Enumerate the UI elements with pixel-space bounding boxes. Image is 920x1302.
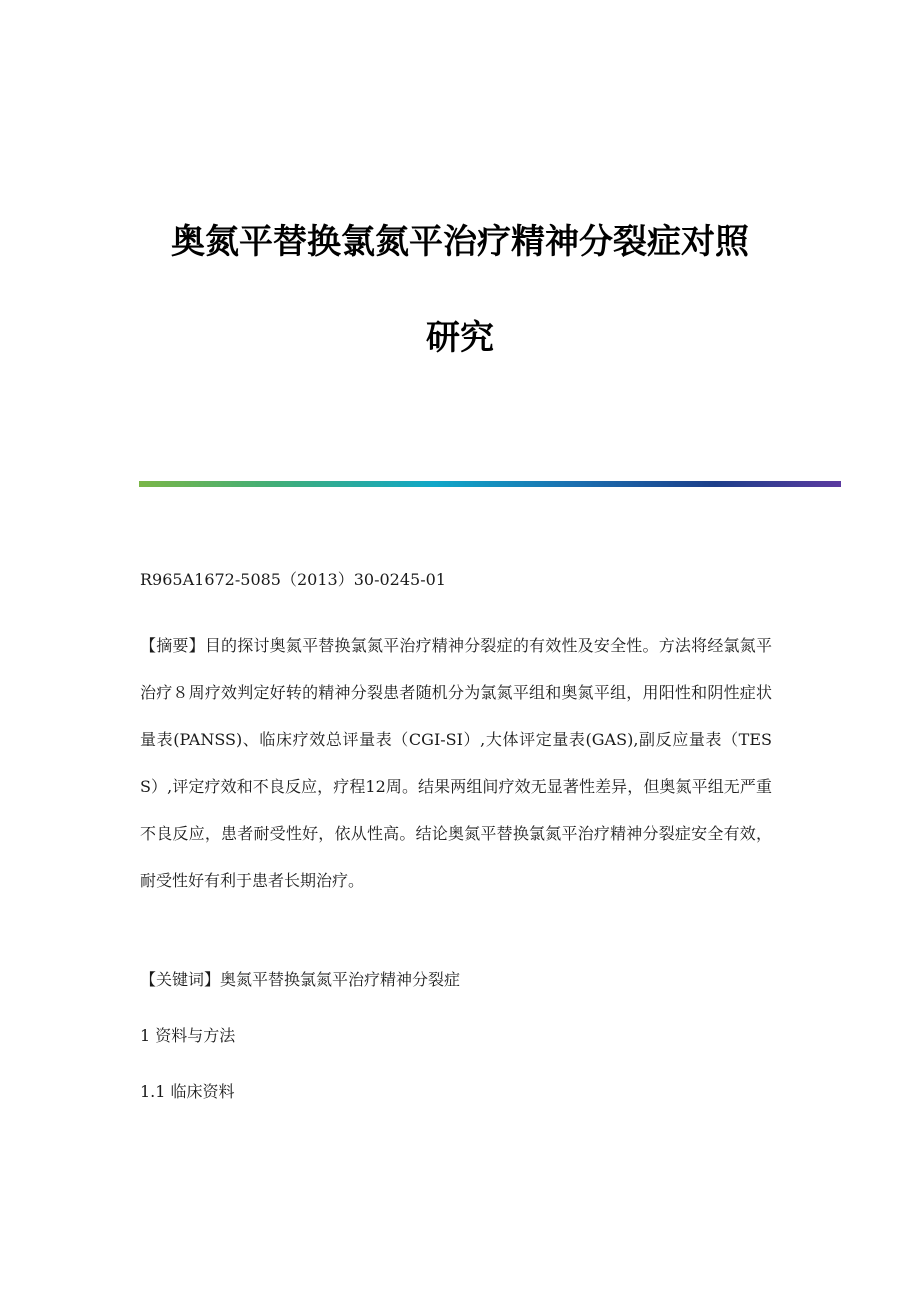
abstract-label: 【摘要】 <box>140 636 205 655</box>
section-heading-1-1: 1.1 临床资料 <box>140 1082 235 1101</box>
page-title-line-2: 研究 <box>426 318 494 358</box>
abstract-text: 目的探讨奥氮平替换氯氮平治疗精神分裂症的有效性及安全性。方法将经氯氮平治疗８周疗效判定好转的精神分裂患者随机分为氯氮平组和奥氮平组，用阳性和阴性症状量表(PANSS)、临床疗效总评量表（CGI-SI）,大体评定量表(GAS),副反应量表（TESS）,评定疗效和不良反应，疗程12周。结果两组间疗效无显著性差异，但奥氮平组无严重不良反应，患者耐受性好，依从性高。结论奥氮平替换氯氮平治疗精神分裂症安全有效，耐受性好有利于患者长期治疗。 <box>140 636 772 890</box>
section-heading-1: 1 资料与方法 <box>140 1026 236 1045</box>
page-title-line-1: 奥氮平替换氯氮平治疗精神分裂症对照 <box>171 222 749 262</box>
document-code: R965A1672-5085（2013）30-0245-01 <box>140 570 446 589</box>
keywords-paragraph <box>140 968 772 992</box>
abstract-paragraph <box>140 622 772 904</box>
keywords-label: 【关键词】 <box>140 970 221 989</box>
keywords-text: 奥氮平替换氯氮平治疗精神分裂症 <box>220 970 461 989</box>
title-divider <box>139 481 841 487</box>
